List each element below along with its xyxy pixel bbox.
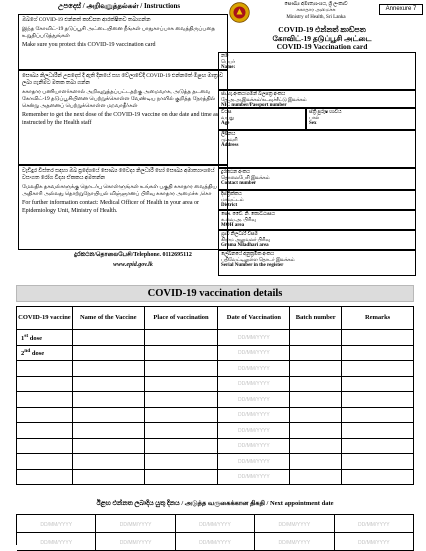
table-cell[interactable] — [144, 376, 218, 392]
date-placeholder: DD/MM/YYYY — [357, 540, 390, 546]
dose-cell[interactable] — [17, 423, 73, 439]
table-cell[interactable] — [290, 454, 342, 470]
age-label-en: Age — [221, 121, 230, 127]
table-cell[interactable] — [72, 376, 144, 392]
telephone-number: දුරකථන/தொலைபேசி/Telephone. 0112695112 — [74, 252, 192, 258]
sex-label-ta: பால் — [309, 115, 320, 121]
table-cell[interactable] — [72, 407, 144, 423]
table-cell[interactable] — [144, 345, 218, 361]
age-field[interactable] — [218, 108, 306, 130]
table-cell[interactable] — [342, 345, 414, 361]
instruction-en: Remember to get the next dose of the COVID-19 vaccine on due date and time as instructed by the Health staff — [22, 112, 219, 126]
vaccination-details-title: COVID-19 vaccination details — [16, 285, 414, 302]
dose-cell[interactable] — [17, 361, 73, 377]
address-label-si: ලිපිනය — [221, 132, 236, 137]
moh-label-ta: சு.வை.அ. பிரிவு — [221, 217, 256, 223]
table-cell[interactable] — [144, 423, 218, 439]
table-cell[interactable] — [144, 469, 218, 485]
ministry-ta: சுகாதார அமைச்சு — [296, 8, 336, 14]
table-cell[interactable] — [290, 392, 342, 408]
table-cell[interactable] — [144, 454, 218, 470]
column-header: Place of vaccination — [144, 307, 218, 330]
table-cell[interactable] — [342, 469, 414, 485]
card-title-en: COVID-19 Vaccination card — [276, 42, 368, 52]
table-row — [17, 330, 414, 346]
serial-number-field[interactable] — [218, 250, 416, 276]
contact-number-field[interactable] — [218, 168, 416, 190]
date-placeholder: DD/MM/YYYY — [238, 365, 270, 372]
table-cell[interactable] — [290, 438, 342, 454]
column-header: Date of Vaccination — [218, 307, 290, 330]
nic-label-en: NIC number/Passport number — [221, 103, 287, 108]
card-title-ta: கோவிட்-19 தடுப்பூசி அட்டை — [272, 33, 372, 43]
ministry-si: සෞඛ්‍ය අමාත්‍යාංශය, ශ්‍රී ලංකාව — [284, 2, 348, 7]
table-row — [17, 438, 414, 454]
table-row — [17, 469, 414, 485]
dose-cell[interactable] — [17, 392, 73, 408]
sri-lanka-emblem-icon — [229, 2, 250, 23]
date-placeholder: DD/MM/YYYY — [278, 522, 311, 528]
next-appointment-cell[interactable] — [176, 533, 255, 551]
instruction-si: සෞඛ්‍ය නිලධාරීන් උපදෙස් දී ඇති දිනයේ සහ වේලාවේදී COVID-19 එන්නතේ මීළඟ මාත්‍රාව ලබා ගැනීමට මතක තබා ගන්න — [22, 73, 224, 87]
table-row — [17, 423, 414, 439]
date-cell[interactable] — [218, 345, 290, 361]
nic-label-ta: தே.அ.அ.இலக்கம்/கடவுச்சீட்டு இலக்கம் — [221, 97, 307, 103]
moh-label-si: සෞ. වෛ. නි. කොට්ඨාසය — [221, 212, 275, 217]
date-placeholder: DD/MM/YYYY — [119, 540, 152, 546]
date-cell[interactable] — [218, 423, 290, 439]
table-cell[interactable] — [72, 345, 144, 361]
dose-ordinal: st — [24, 332, 29, 339]
table-row — [17, 407, 414, 423]
table-cell[interactable] — [342, 454, 414, 470]
table-cell[interactable] — [72, 361, 144, 377]
dose-cell[interactable] — [17, 376, 73, 392]
district-label-si: දිස්ත්‍රික්කය — [221, 192, 242, 197]
instruction-en: Make sure you protect this COVID-19 vaccination card — [22, 42, 156, 49]
table-cell[interactable] — [290, 423, 342, 439]
ministry-name — [256, 2, 376, 21]
website-link[interactable]: www.epid.gov.lk — [113, 262, 153, 268]
instructions-heading: උපදෙස් / அறிவுறுத்தல்கள் / Instructions — [58, 2, 181, 10]
dose-number: 1 — [21, 334, 25, 342]
date-placeholder: DD/MM/YYYY — [238, 458, 270, 465]
next-appointment-cell[interactable] — [96, 533, 175, 551]
next-appointment-cell[interactable] — [176, 515, 255, 533]
table-cell[interactable] — [342, 438, 414, 454]
date-cell[interactable] — [218, 469, 290, 485]
date-placeholder: DD/MM/YYYY — [238, 350, 270, 357]
ministry-en: Ministry of Health, Sri Lanka — [286, 14, 346, 20]
table-cell[interactable] — [342, 361, 414, 377]
table-cell[interactable] — [290, 469, 342, 485]
table-cell[interactable] — [72, 438, 144, 454]
date-placeholder: DD/MM/YYYY — [238, 396, 270, 403]
next-appointment-cell[interactable] — [17, 533, 96, 551]
date-cell[interactable] — [218, 454, 290, 470]
table-cell[interactable] — [144, 361, 218, 377]
instruction-si: වැඩිදුර විස්තර සඳහා ඔබ ප්‍රදේශයේ සෞඛ්‍ය වෛද්‍ය නිලධාරී හෝ සෞඛ්‍ය අමාත්‍යාංශයේ වසංගත රෝග විද්‍යා ඒකකය අමතන්න — [22, 168, 215, 182]
moh-area-field[interactable] — [218, 210, 416, 230]
age-label-si: වයස — [221, 110, 232, 115]
table-row — [17, 376, 414, 392]
instruction-ta: மேலதிக தகவல்களுக்கு தொடர்பு கொள்ளுங்கள் உங்கள் பகுதி சுகாதார வைத்திய அதிகாரி அல்லது தொற்றுநோயியல் விஞ்ஞானப் பிரிவு சுகாதார அமைச்சு ,கொ — [22, 184, 217, 198]
table-row — [17, 345, 414, 361]
next-appointment-cell[interactable] — [255, 515, 334, 533]
instruction-ta: இந்த கோவிட்-19 தடுப்பூசி அட்டையினை நீங்கள் பாதுகாப்பாக வைத்திருப்பதை உறுதிப்படுத்துங்கள் — [22, 26, 216, 40]
serial-label-ta: பதிவேட்டிலுள்ள தொடர் இலக்கம் — [221, 257, 295, 263]
instruction-si: ඔබගේ COVID-19 එන්නත් කාඩ්පත ආරක්ෂිතව තබාගන්න — [22, 17, 151, 23]
table-cell[interactable] — [72, 469, 144, 485]
sex-label-en: Sex — [309, 121, 317, 127]
date-placeholder: DD/MM/YYYY — [238, 412, 270, 419]
table-header-row — [17, 307, 414, 330]
card-title-si: COVID-19 එන්නත් කාඩ්පත — [278, 25, 366, 34]
table-cell[interactable] — [342, 376, 414, 392]
instruction-ta: சுகாதார பணியாளர்களால் அறிவுறுத்தப்பட்டதற்கு அமைவாக, அடுத்த தடவை கோவிட்-19 தடுப்பூசியினை பெற்றுக்கொள்ள வேண்டிய நாளில் குறித்த நேரத்தில் சென்று அதனைப் பெற்றுக்கொள்ள மறவாதீர்கள் — [22, 89, 216, 110]
date-cell[interactable] — [218, 361, 290, 377]
table-cell[interactable] — [342, 330, 414, 346]
dose-cell[interactable] — [17, 330, 73, 346]
date-placeholder: DD/MM/YYYY — [40, 540, 73, 546]
vaccination-details-table — [16, 306, 414, 485]
dose-word: dose — [31, 350, 45, 358]
column-header: Name of the Vaccine — [72, 307, 144, 330]
next-appointment-cell[interactable] — [96, 515, 175, 533]
table-row — [17, 392, 414, 408]
table-cell[interactable] — [290, 376, 342, 392]
table-cell[interactable] — [290, 345, 342, 361]
date-placeholder: DD/MM/YYYY — [238, 474, 270, 481]
column-header: Batch number — [290, 307, 342, 330]
column-header: COVID-19 vaccine — [17, 307, 73, 330]
date-cell[interactable] — [218, 407, 290, 423]
dose-ordinal: nd — [24, 348, 31, 355]
next-appointment-cell[interactable] — [255, 533, 334, 551]
name-field[interactable] — [218, 52, 416, 90]
serial-label-en: Serial Number in the register — [221, 263, 284, 269]
dose-cell[interactable] — [17, 345, 73, 361]
date-placeholder: DD/MM/YYYY — [238, 427, 270, 434]
table-cell[interactable] — [342, 423, 414, 439]
dose-cell[interactable] — [17, 407, 73, 423]
address-field[interactable] — [218, 130, 416, 168]
next-appointment-title: ඊළඟ එන්නත ලබාදිය යුතු දිනය / அடுத்த வருகைக்கான திகதி / Next appointment date — [96, 500, 334, 507]
date-cell[interactable] — [218, 376, 290, 392]
sex-label-si: ස්ත්‍රී පුරුෂ භාවය — [309, 110, 342, 115]
age-label-ta: வயது — [221, 115, 234, 121]
name-label-ta: பெயர் — [221, 59, 235, 65]
table-cell[interactable] — [144, 330, 218, 346]
sex-field[interactable] — [306, 108, 416, 130]
dose-cell[interactable] — [17, 454, 73, 470]
table-row — [17, 454, 414, 470]
nic-label-si: ජා.හැ.අංකය/ගමන් බලපත්‍ර අංකය — [221, 92, 286, 97]
contact-label-ta: தொலைபேசி இலக்கம் — [221, 175, 270, 181]
dose-number: 2 — [21, 350, 25, 358]
grama-niladhari-field[interactable] — [218, 230, 416, 250]
contact-label-si: දුරකථන අංකය — [221, 170, 250, 175]
next-appointment-grid — [16, 514, 414, 545]
name-label-si: නම — [221, 54, 229, 59]
table-cell[interactable] — [144, 392, 218, 408]
district-field[interactable] — [218, 190, 416, 210]
table-cell[interactable] — [72, 454, 144, 470]
dose-word: dose — [29, 334, 43, 342]
table-cell[interactable] — [342, 392, 414, 408]
next-appointment-cell[interactable] — [335, 533, 414, 551]
date-placeholder: DD/MM/YYYY — [238, 334, 270, 341]
instruction-box-next-dose — [18, 70, 228, 165]
dose-cell[interactable] — [17, 469, 73, 485]
annexure-label: Annexure 7 — [379, 4, 423, 15]
gn-label-si: ග්‍රාම නිලධාරී වසම — [221, 232, 258, 237]
moh-label-en: MOH area — [221, 223, 245, 229]
table-cell[interactable] — [290, 361, 342, 377]
dose-cell[interactable] — [17, 438, 73, 454]
table-cell[interactable] — [144, 407, 218, 423]
date-cell[interactable] — [218, 330, 290, 346]
serial-label-si: ලේඛනයේ අනුක්‍රමික අංකය — [221, 252, 274, 257]
table-cell[interactable] — [144, 438, 218, 454]
table-cell[interactable] — [290, 330, 342, 346]
instruction-box-protect-card — [18, 14, 228, 70]
date-placeholder: DD/MM/YYYY — [238, 443, 270, 450]
next-appointment-cell[interactable] — [335, 515, 414, 533]
card-title — [236, 26, 408, 52]
table-cell[interactable] — [290, 407, 342, 423]
address-label-ta: முகவரி — [221, 137, 238, 143]
date-placeholder: DD/MM/YYYY — [199, 540, 231, 546]
date-placeholder: DD/MM/YYYY — [199, 522, 231, 528]
date-placeholder: DD/MM/YYYY — [278, 540, 311, 546]
contact-label-en: Contact number — [221, 181, 257, 187]
table-cell[interactable] — [72, 392, 144, 408]
table-row — [17, 361, 414, 377]
column-header: Remarks — [342, 307, 414, 330]
instruction-box-contact-info — [18, 165, 228, 250]
date-placeholder: DD/MM/YYYY — [119, 522, 152, 528]
table-cell[interactable] — [72, 423, 144, 439]
date-placeholder: DD/MM/YYYY — [40, 522, 73, 528]
table-cell[interactable] — [342, 407, 414, 423]
date-placeholder: DD/MM/YYYY — [357, 522, 390, 528]
date-cell[interactable] — [218, 392, 290, 408]
district-label-ta: மாவட்டம் — [221, 197, 244, 203]
gn-label-ta: கிராம அலுவலர் பிரிவு — [221, 237, 270, 243]
date-cell[interactable] — [218, 438, 290, 454]
name-label-en: Name: — [221, 65, 236, 71]
gn-label-en: Grama Niladhari area — [221, 243, 269, 249]
next-appointment-cell[interactable] — [17, 515, 96, 533]
nic-field[interactable] — [218, 90, 416, 108]
district-label-en: District — [221, 203, 238, 209]
instruction-en: For further information contact: Medical Officer of Health in your area or Epidemiology Unit, Ministry of Health. — [22, 200, 199, 214]
date-placeholder: DD/MM/YYYY — [238, 381, 270, 388]
address-label-en: Address — [221, 143, 239, 149]
table-cell[interactable] — [72, 330, 144, 346]
